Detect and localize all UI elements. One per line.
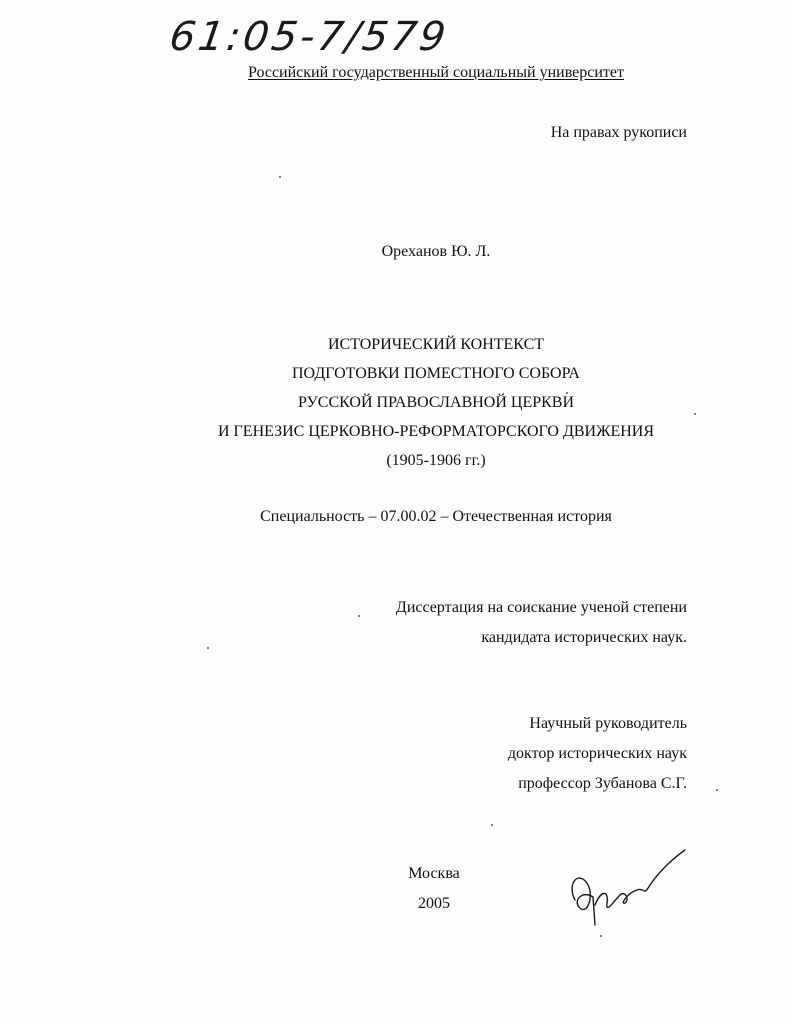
paper-speck	[566, 392, 568, 394]
supervisor-degree: доктор исторических наук	[507, 745, 687, 762]
dissertation-title	[0, 330, 791, 475]
title-years: (1905-1906 гг.)	[386, 452, 486, 469]
degree-statement	[396, 593, 687, 653]
supervisor-name: профессор Зубанова С.Г.	[518, 775, 687, 792]
university-name: Российский государственный социальный университет	[247, 64, 625, 81]
specialty: Специальность – 07.00.02 – Отечественная история	[260, 508, 612, 525]
paper-speck	[694, 413, 696, 415]
degree-line: кандидата исторических наук.	[481, 629, 687, 646]
author-name: Ореханов Ю. Л.	[381, 243, 491, 260]
manuscript-rights: На правах рукописи	[550, 124, 687, 141]
degree-line: Диссертация на соискание ученой степени	[395, 599, 687, 616]
title-line: РУССКОЙ ПРАВОСЛАВНОЙ ЦЕРКВИ	[297, 394, 575, 411]
city: Москва	[408, 865, 460, 882]
signature	[565, 845, 695, 940]
paper-speck	[358, 615, 360, 617]
paper-speck	[207, 647, 209, 649]
year: 2005	[418, 895, 450, 912]
paper-speck	[491, 824, 493, 826]
paper-speck	[600, 935, 602, 937]
supervisor-block	[508, 709, 687, 799]
archive-number: 61:05-7/579	[166, 14, 452, 60]
title-line: И ГЕНЕЗИС ЦЕРКОВНО-РЕФОРМАТОРСКОГО ДВИЖЕНИЯ	[218, 423, 654, 440]
paper-speck	[279, 176, 281, 178]
title-line: ИСТОРИЧЕСКИЙ КОНТЕКСТ	[327, 336, 545, 353]
paper-speck	[716, 789, 718, 791]
title-line: ПОДГОТОВКИ ПОМЕСТНОГО СОБОРА	[292, 365, 580, 382]
supervisor-title: Научный руководитель	[529, 715, 687, 732]
